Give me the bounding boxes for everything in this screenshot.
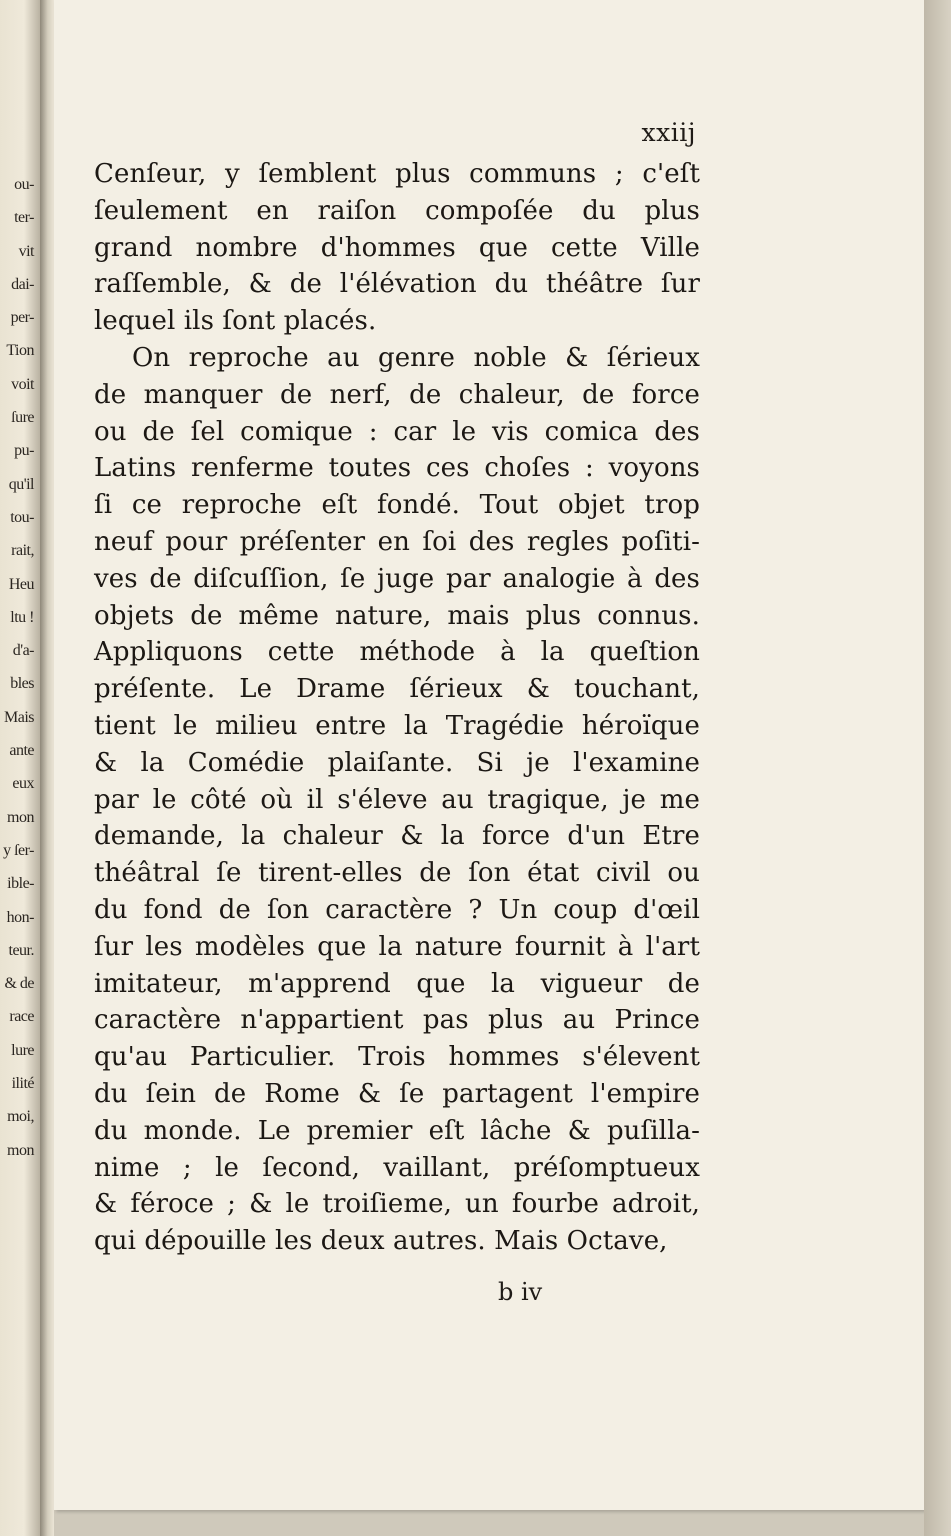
left-fragment: qu'il [8,475,34,493]
text-line: du fond de ſon caractère ? Un coup d'œil [94,894,700,925]
text-line: demande, la chaleur & la force d'un Etre [94,821,700,852]
left-fragment: dai- [11,275,34,293]
left-page-fragments [0,168,40,1167]
text-line: objets de même nature, mais plus connus. [94,600,700,631]
text-line: qu'au Particulier. Trois hommes s'élevent [94,1042,700,1073]
text-line: Cenſeur, y ſemblent plus communs ; c'eſt [94,159,700,189]
left-fragment: per- [10,309,34,327]
text-line: du monde. Le premier eſt lâche & puſilla- [94,1115,700,1146]
text-line: théâtral ſe tirent-elles de ſon état civil ou [94,858,700,889]
text-line: imitateur, m'apprend que la vigueur de [94,968,700,999]
left-fragment: ou- [14,176,34,193]
text-line: ou de ſel comique : car le vis comica des [94,416,700,447]
left-fragment: ible- [7,875,34,893]
text-line: lequel ils ſont placés. [94,306,377,337]
left-fragment: eux [12,775,34,793]
left-fragment: tou- [10,508,34,526]
text-line: ſur les modèles que la nature fournit à l'art [94,931,700,962]
text-line: préſente. Le Drame ſérieux & touchant, [94,674,700,705]
left-fragment: Mais [4,708,34,726]
text-line: Appliquons cette méthode à la queſtion [94,637,700,668]
left-fragment: mon [7,1141,34,1159]
book-gutter [40,0,54,1536]
left-fragment: y ſer- [3,841,34,859]
text-line: & féroce ; & le troiſieme, un fourbe adroit, [94,1189,700,1220]
left-fragment: ltu ! [10,608,34,626]
left-fragment: vit [18,242,34,260]
text-line: caractère n'appartient pas plus au Prince [94,1005,700,1036]
left-fragment: Tion [6,342,34,360]
left-fragment: race [9,1008,34,1026]
text-line: & la Comédie plaiſante. Si je l'examine [94,747,700,778]
left-fragment: teur. [8,941,34,959]
left-fragment: mon [7,808,34,826]
left-fragment: moi, [7,1108,34,1126]
left-fragment: ſure [11,409,34,427]
text-line: On reproche au genre noble & ſérieux [132,342,700,373]
text-line: par le côté où il s'éleve au tragique, je me [94,784,700,815]
left-page-edge [0,0,40,1536]
text-line: ſi ce reproche eſt fondé. Tout objet trop [94,490,700,521]
text-line: ſeulement en raiſon compoſée du plus [94,195,700,226]
text-line: de manquer de nerf, de chaleur, de force [94,379,700,410]
text-line: grand nombre d'hommes que cette Ville [94,232,700,263]
right-page [54,0,924,1510]
text-line: Latins renferme toutes ces choſes : voyons [94,453,700,484]
text-line: du ſein de Rome & ſe partagent l'empire [94,1078,700,1109]
left-fragment: Heu [8,575,34,593]
text-line: ves de diſcuſſion, ſe juge par analogie à des [94,563,700,594]
left-fragment: ter- [14,209,34,227]
text-line: nime ; le ſecond, vaillant, préſomptueux [94,1152,700,1183]
text-line: tient le milieu entre la Tragédie héroïque [94,710,700,741]
left-fragment: & de [4,975,34,993]
page-number: xxiij [641,118,696,147]
left-fragment: lure [11,1041,34,1059]
left-fragment: ilité [11,1075,34,1093]
left-fragment: rait, [11,542,34,560]
text-line: raſſemble, & de l'élévation du théâtre ſur [94,269,700,300]
text-line: neuf pour préſenter en ſoi des regles poſiti- [94,526,700,557]
signature-mark: b iv [498,1278,543,1306]
text-line: qui dépouille les deux autres. Mais Octave, [94,1226,668,1257]
left-fragment: d'a- [12,642,34,660]
left-fragment: voit [11,375,34,393]
left-fragment: bles [10,675,34,693]
left-fragment: hon- [6,908,34,926]
left-fragment: pu- [14,442,34,460]
page-stack-edge [924,0,951,1536]
body-text [94,156,700,1260]
left-fragment: ante [9,742,34,760]
